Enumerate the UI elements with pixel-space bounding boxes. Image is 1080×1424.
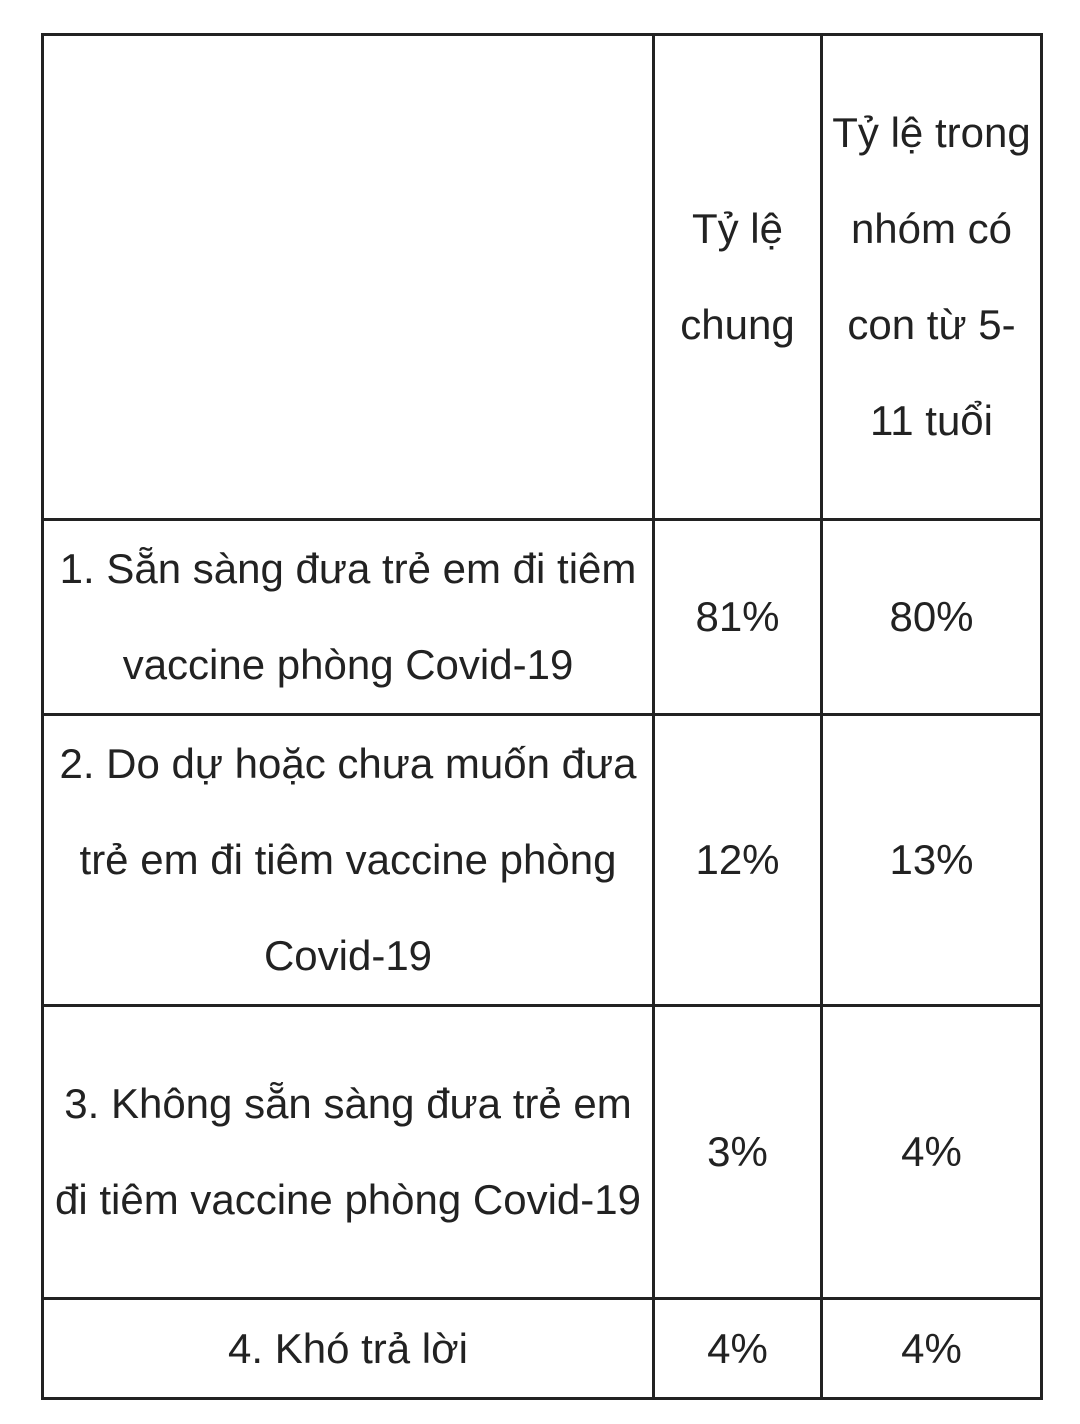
general-rate-cell: 3% bbox=[654, 1006, 822, 1299]
group-rate-cell: 80% bbox=[822, 520, 1042, 715]
table-row bbox=[43, 1006, 1042, 1299]
survey-results-table bbox=[41, 33, 1043, 1400]
header-group-rate: Tỷ lệ trong nhóm có con từ 5-11 tuổi bbox=[822, 35, 1042, 520]
row-label: 2. Do dự hoặc chưa muốn đưa trẻ em đi tiêm vaccine phòng Covid-19 bbox=[43, 715, 654, 1006]
table-header-row bbox=[43, 35, 1042, 520]
group-rate-cell: 4% bbox=[822, 1006, 1042, 1299]
row-label: 3. Không sẵn sàng đưa trẻ em đi tiêm vaccine phòng Covid-19 bbox=[43, 1006, 654, 1299]
group-rate-cell: 4% bbox=[822, 1299, 1042, 1399]
table-row bbox=[43, 715, 1042, 1006]
general-rate-cell: 81% bbox=[654, 520, 822, 715]
table-row bbox=[43, 1299, 1042, 1399]
general-rate-cell: 4% bbox=[654, 1299, 822, 1399]
header-empty-cell bbox=[43, 35, 654, 520]
general-rate-cell: 12% bbox=[654, 715, 822, 1006]
row-label: 1. Sẵn sàng đưa trẻ em đi tiêm vaccine phòng Covid-19 bbox=[43, 520, 654, 715]
row-label: 4. Khó trả lời bbox=[43, 1299, 654, 1399]
group-rate-cell: 13% bbox=[822, 715, 1042, 1006]
table-row bbox=[43, 520, 1042, 715]
header-general-rate: Tỷ lệ chung bbox=[654, 35, 822, 520]
